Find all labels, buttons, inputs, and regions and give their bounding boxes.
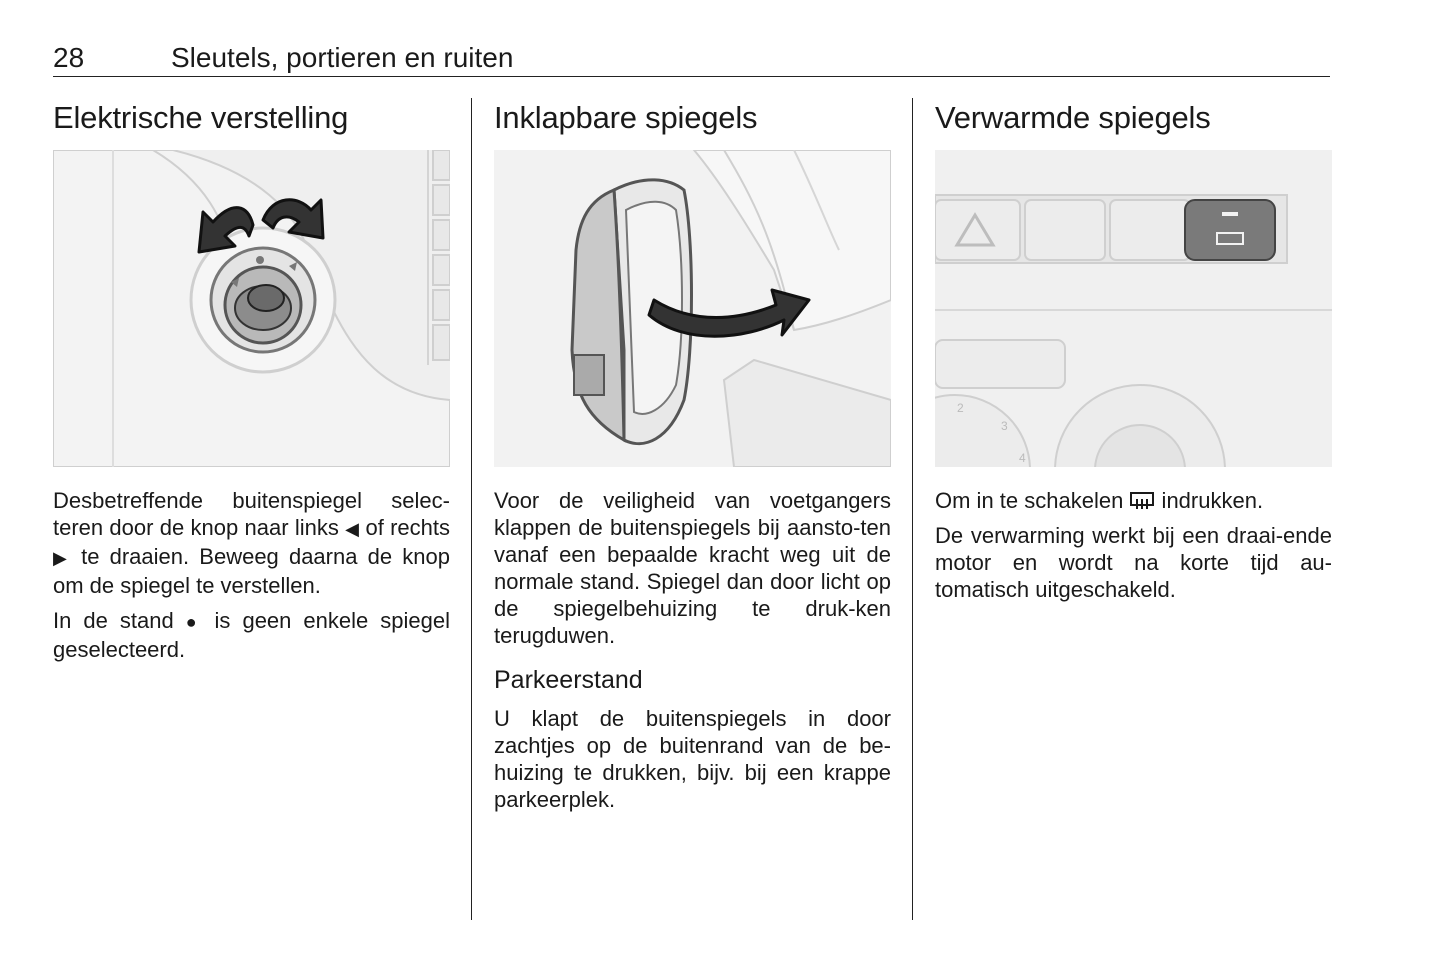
section-heading: Elektrische verstelling xyxy=(53,100,349,135)
column-folding-mirrors xyxy=(494,98,891,821)
paragraph: Desbetreffende buitenspiegel selec-teren door de knop naar links ◀ of rechts ▶ te draaien. Beweeg daarna de knop om de spiegel te verstellen. xyxy=(53,488,451,598)
column-divider xyxy=(912,98,913,920)
page-header xyxy=(53,42,1330,77)
folding-mirror-illustration xyxy=(494,150,891,467)
chapter-title: Sleutels, portieren en ruiten xyxy=(171,42,514,73)
paragraph: Voor de veiligheid van voetgangers klappen de buitenspiegels bij aansto-ten vanaf een bepaalde kracht weg uit de normale stand. Spiegel dan door licht op de spiegelbehuizing te druk-ken terugduwen. xyxy=(494,488,891,648)
page-number: 28 xyxy=(53,42,85,73)
column-divider xyxy=(471,98,472,920)
section-heading: Verwarmde spiegels xyxy=(935,100,1211,135)
heated-mirror-button-illustration xyxy=(935,150,1332,467)
paragraph: De verwarming werkt bij een draai-ende motor en wordt na korte tijd au-tomatisch uitgeschakeld. xyxy=(935,523,1332,602)
left-arrow-icon: ◀ xyxy=(345,519,360,539)
column-heated-mirrors xyxy=(935,98,1332,611)
right-arrow-icon: ▶ xyxy=(53,548,71,568)
subheading-parking: Parkeerstand xyxy=(494,666,643,694)
dot-icon: ● xyxy=(185,612,203,632)
column-electric-adjustment xyxy=(53,98,450,671)
paragraph: Om in te schakelen indrukken. xyxy=(935,488,1264,513)
dial-number: 4 xyxy=(1019,451,1026,465)
dial-number: 2 xyxy=(957,401,964,415)
section-heading: Inklapbare spiegels xyxy=(494,100,758,135)
dial-number: 3 xyxy=(1001,419,1008,433)
mirror-switch-illustration xyxy=(53,150,450,467)
paragraph: U klapt de buitenspiegels in door zachtjes op de buitenrand van de be-huizing te drukken, bijv. bij een krappe parkeerplek. xyxy=(494,706,891,812)
rear-window-heating-icon xyxy=(1129,491,1155,511)
paragraph: In de stand ● is geen enkele spiegel geselecteerd. xyxy=(53,608,450,662)
